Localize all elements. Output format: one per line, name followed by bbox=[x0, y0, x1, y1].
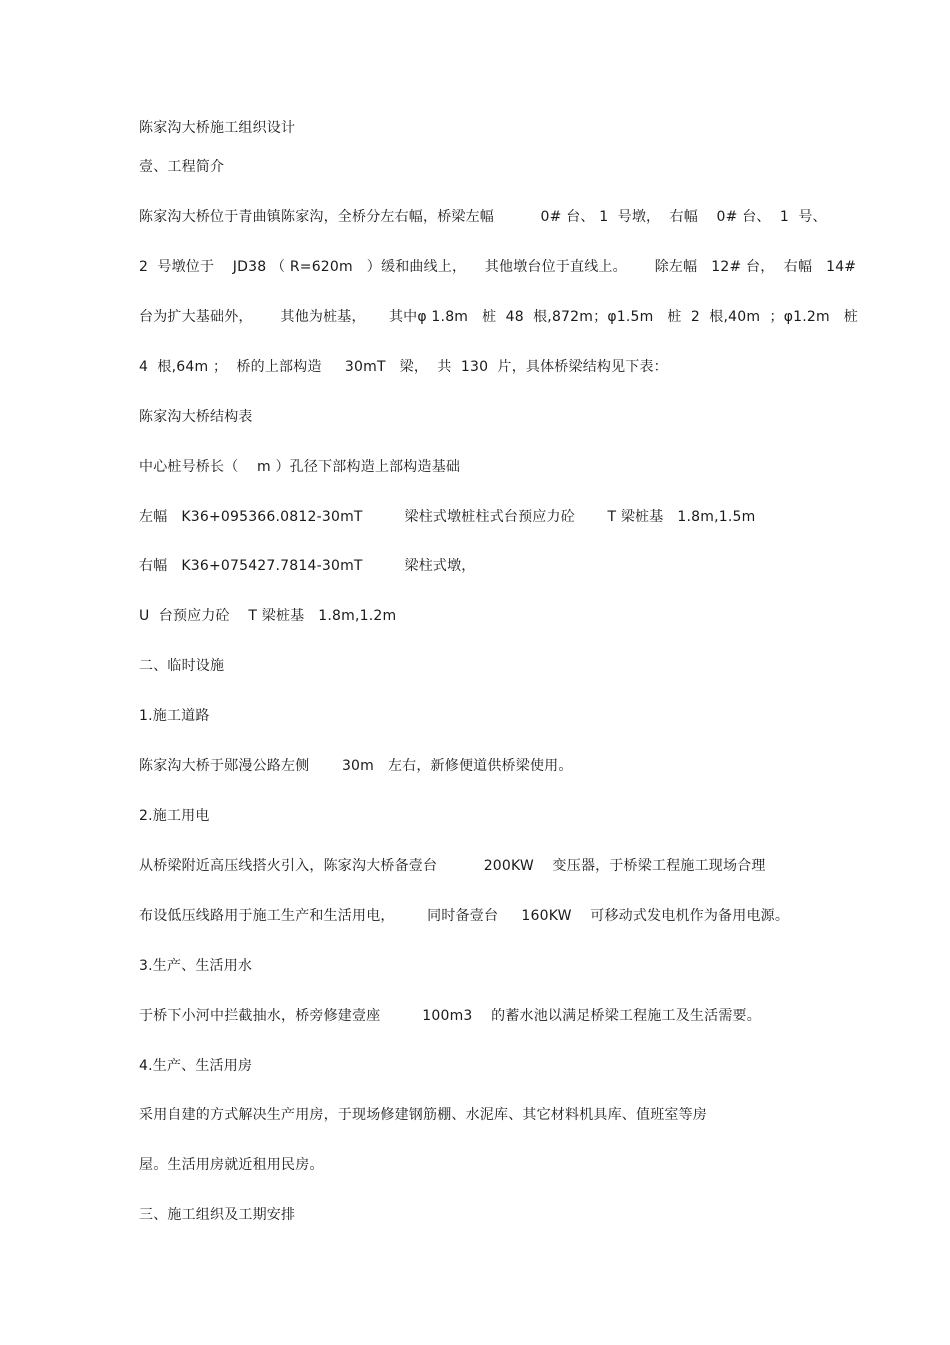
paragraph-line: 屋。生活用房就近租用民房。 bbox=[139, 1157, 324, 1173]
table-row-line: 左幅 K36+095366.0812-30mT 梁柱式墩桩柱式台预应力砼 T 梁桩基 1.8m,1.5m bbox=[139, 509, 756, 525]
paragraph-line: 陈家沟大桥于郧漫公路左侧 30m 左右，新修便道供桥梁使用。 bbox=[139, 758, 573, 774]
paragraph-line: 4 根,64m ； 桥的上部构造 30mT 梁， 共 130 片，具体桥梁结构见下表： bbox=[139, 359, 668, 375]
table-row-line: U 台预应力砼 T 梁桩基 1.8m,1.2m bbox=[139, 608, 397, 624]
section-heading: 壹、工程简介 bbox=[139, 159, 225, 175]
subsection-heading: 1.施工道路 bbox=[139, 708, 210, 724]
paragraph-line: 从桥梁附近高压线搭火引入，陈家沟大桥备壹台 200KW 变压器，于桥梁工程施工现场合理 bbox=[139, 858, 766, 874]
paragraph-line: 布设低压线路用于施工生产和生活用电， 同时备壹台 160KW 可移动式发电机作为备用电源。 bbox=[139, 908, 790, 924]
subsection-heading: 4.生产、生活用房 bbox=[139, 1058, 253, 1074]
paragraph-line: 陈家沟大桥位于青曲镇陈家沟，全桥分左右幅，桥梁左幅 0# 台、 1 号墩， 右幅 0# 台、 1 号、 bbox=[139, 209, 827, 225]
section-heading: 三、施工组织及工期安排 bbox=[139, 1207, 296, 1223]
document-title: 陈家沟大桥施工组织设计 bbox=[139, 120, 296, 136]
table-header-line: 中心桩号桥长（ m ）孔径下部构造上部构造基础 bbox=[139, 459, 461, 475]
section-heading: 二、临时设施 bbox=[139, 658, 225, 674]
table-caption: 陈家沟大桥结构表 bbox=[139, 409, 253, 425]
paragraph-line: 2 号墩位于 JD38 （ R=620m ）缓和曲线上， 其他墩台位于直线上。 除左幅 12# 台， 右幅 14# bbox=[139, 259, 857, 275]
subsection-heading: 3.生产、生活用水 bbox=[139, 958, 253, 974]
paragraph-line: 台为扩大基础外， 其他为桩基， 其中φ 1.8m 桩 48 根,872m；φ1.5m 桩 2 根,40m ；φ1.2m 桩 bbox=[139, 309, 859, 325]
paragraph-line: 于桥下小河中拦截抽水，桥旁修建壹座 100m3 的蓄水池以满足桥梁工程施工及生活需要。 bbox=[139, 1008, 761, 1024]
table-row-line: 右幅 K36+075427.7814-30mT 梁柱式墩， bbox=[139, 558, 476, 574]
paragraph-line: 采用自建的方式解决生产用房，于现场修建钢筋棚、水泥库、其它材料机具库、值班室等房 bbox=[139, 1107, 707, 1123]
subsection-heading: 2.施工用电 bbox=[139, 808, 210, 824]
